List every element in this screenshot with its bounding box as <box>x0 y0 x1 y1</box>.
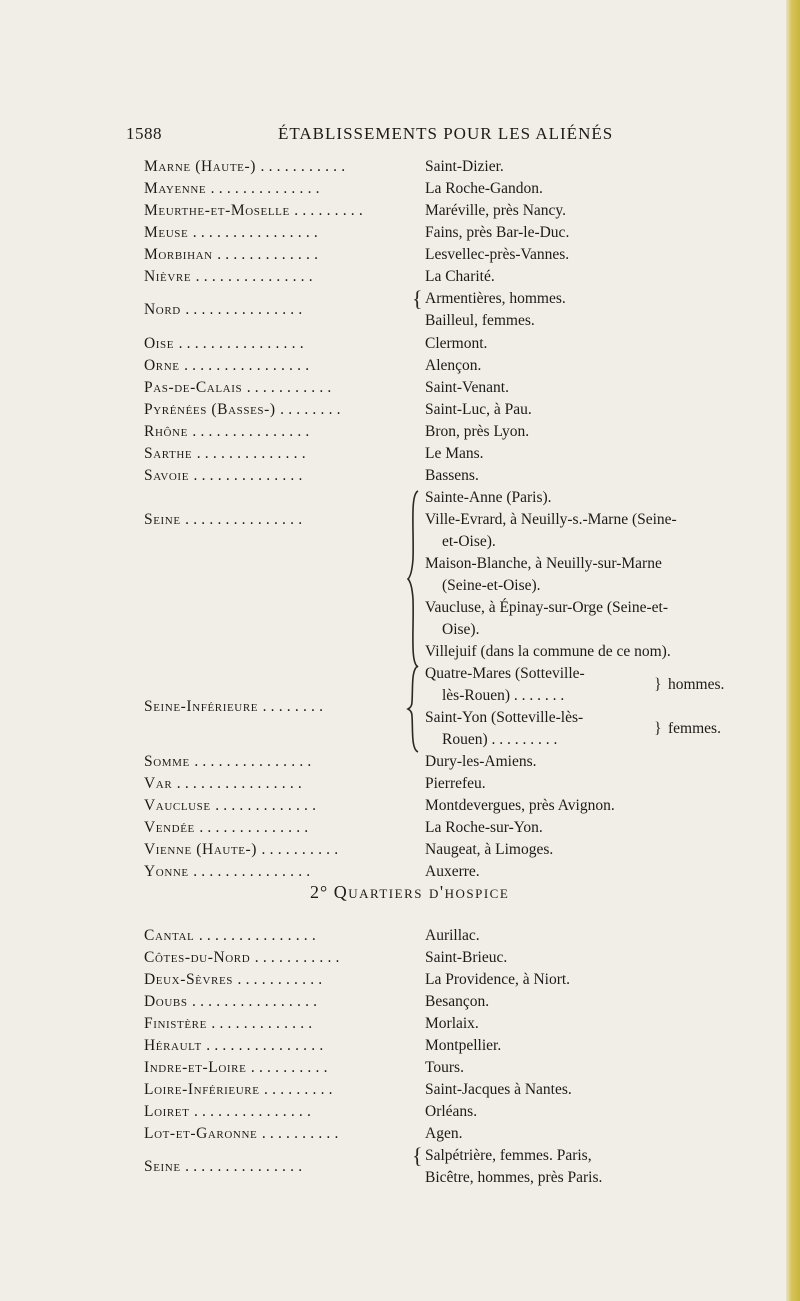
department-name: Finistère ............. <box>144 1015 317 1032</box>
department-name: Yonne ............... <box>144 863 315 880</box>
asylum-location: Aurillac. <box>425 927 480 944</box>
asylum-location: Saint-Dizier. <box>425 158 504 175</box>
asylum-location: Morlaix. <box>425 1015 479 1032</box>
list-item <box>0 399 786 421</box>
asylum-location: et-Oise). <box>442 533 496 550</box>
list-item <box>0 1145 786 1167</box>
department-name: Morbihan ............. <box>144 246 323 263</box>
department-name: Deux-Sèvres ........... <box>144 971 327 988</box>
list-item <box>0 839 786 861</box>
asylum-location: Armentières, hommes. <box>425 290 566 307</box>
list-item <box>0 377 786 399</box>
asylum-location: Vaucluse, à Épinay-sur-Orge (Seine-et- <box>425 599 669 616</box>
department-name: Indre-et-Loire .......... <box>144 1059 332 1076</box>
department-name: Vienne (Haute-) .......... <box>144 841 343 858</box>
list-item <box>0 421 786 443</box>
department-name: Rhône ............... <box>144 423 314 440</box>
asylum-location: Auxerre. <box>425 863 480 880</box>
list-item <box>0 817 786 839</box>
list-item <box>0 861 786 883</box>
list-item <box>0 1123 786 1145</box>
list-item <box>0 156 786 178</box>
asylum-location: Saint-Luc, à Pau. <box>425 401 532 418</box>
list-item <box>0 465 786 487</box>
list-item <box>0 597 786 619</box>
gender-label-femmes: femmes. <box>668 720 721 737</box>
page-title: ÉTABLISSEMENTS POUR LES ALIÉNÉS <box>278 124 614 143</box>
list-item <box>0 333 786 355</box>
list-item <box>0 487 786 509</box>
asylum-location: Le Mans. <box>425 445 484 462</box>
asylum-location: Saint-Jacques à Nantes. <box>425 1081 572 1098</box>
department-name: Meuse ................ <box>144 224 322 241</box>
list-item <box>0 178 786 200</box>
list-item <box>0 619 786 641</box>
page-edge <box>786 0 800 1301</box>
department-name: Mayenne .............. <box>144 180 324 197</box>
department-name: Oise ................ <box>144 335 308 352</box>
list-item <box>0 991 786 1013</box>
department-name: Marne (Haute-) ........... <box>144 158 350 175</box>
asylum-location: Fains, près Bar-le-Duc. <box>425 224 570 241</box>
list-item <box>0 200 786 222</box>
department-name: Meurthe-et-Moselle ......... <box>144 202 367 219</box>
brace-symbol: { <box>412 286 423 311</box>
asylum-location: Montdevergues, près Avignon. <box>425 797 615 814</box>
asylum-location: Rouen) . . . . . . . . . <box>442 731 558 748</box>
list-item <box>0 1057 786 1079</box>
department-name: Doubs ................ <box>144 993 322 1010</box>
department-name: Pyrénées (Basses-) ........ <box>144 401 345 418</box>
asylum-location: Bicêtre, hommes, près Paris. <box>425 1169 603 1186</box>
asylum-location: Quatre-Mares (Sotteville- <box>425 665 585 682</box>
list-item <box>0 1035 786 1057</box>
asylum-location: Villejuif (dans la commune de ce nom). <box>425 643 671 660</box>
asylum-location: Sainte-Anne (Paris). <box>425 489 552 506</box>
asylum-location: La Charité. <box>425 268 495 285</box>
list-item <box>0 795 786 817</box>
list-item <box>0 1079 786 1101</box>
asylum-location: La Providence, à Niort. <box>425 971 571 988</box>
asylum-location: Alençon. <box>425 357 482 374</box>
list-item <box>0 266 786 288</box>
asylum-location: Salpétrière, femmes. Paris, <box>425 1147 592 1164</box>
list-item <box>0 288 786 310</box>
gender-label-hommes: hommes. <box>668 676 725 693</box>
asylum-location: La Roche-Gandon. <box>425 180 543 197</box>
department-name: Somme ............... <box>144 753 316 770</box>
asylum-location: Dury-les-Amiens. <box>425 753 537 770</box>
asylum-location: Oise). <box>442 621 480 638</box>
department-name: Var ................ <box>144 775 306 792</box>
asylum-location: Bailleul, femmes. <box>425 312 535 329</box>
closing-brace-symbol: } <box>654 676 662 693</box>
department-name: Vendée .............. <box>144 819 313 836</box>
asylum-location: Naugeat, à Limoges. <box>425 841 554 858</box>
department-name: Lot-et-Garonne .......... <box>144 1125 343 1142</box>
closing-brace-symbol: } <box>654 720 662 737</box>
list-item <box>0 1167 786 1189</box>
department-name: Cantal ............... <box>144 927 320 944</box>
asylum-location: Agen. <box>425 1125 463 1142</box>
department-name: Vaucluse ............. <box>144 797 321 814</box>
asylum-location: Tours. <box>425 1059 464 1076</box>
asylum-location: Bron, près Lyon. <box>425 423 530 440</box>
department-name: Seine ............... <box>144 1158 307 1175</box>
list-item <box>0 509 786 531</box>
list-item <box>0 443 786 465</box>
section-title: Quartiers d'hospice <box>333 882 510 902</box>
asylum-location: Ville-Evrard, à Neuilly-s.-Marne (Seine- <box>425 511 677 528</box>
asylum-location: Saint-Yon (Sotteville-lès- <box>425 709 584 726</box>
asylum-location: Maison-Blanche, à Neuilly-sur-Marne <box>425 555 662 572</box>
brace-symbol: { <box>412 1143 423 1168</box>
asylum-location: Montpellier. <box>425 1037 502 1054</box>
department-name: Loiret ............... <box>144 1103 316 1120</box>
department-name: Nord ............... <box>144 301 307 318</box>
section-number: 2° <box>310 882 329 902</box>
section-heading <box>310 882 509 903</box>
asylum-location: Lesvellec-près-Vannes. <box>425 246 570 263</box>
asylum-location: Orléans. <box>425 1103 478 1120</box>
asylum-location: La Roche-sur-Yon. <box>425 819 543 836</box>
department-name: Nièvre ............... <box>144 268 317 285</box>
asylum-location: Clermont. <box>425 335 488 352</box>
list-item <box>0 969 786 991</box>
asylum-location: Bassens. <box>425 467 479 484</box>
department-name: Savoie .............. <box>144 467 307 484</box>
department-name: Loire-Inférieure ......... <box>144 1081 337 1098</box>
list-item <box>0 641 786 663</box>
list-item <box>0 244 786 266</box>
department-name: Orne ................ <box>144 357 314 374</box>
asylum-location: lès-Rouen) . . . . . . . <box>442 687 565 704</box>
list-item <box>0 1013 786 1035</box>
list-item <box>0 751 786 773</box>
list-item <box>0 925 786 947</box>
asylum-location: (Seine-et-Oise). <box>442 577 541 594</box>
list-item <box>0 947 786 969</box>
list-item <box>0 310 786 332</box>
page-number: 1588 <box>126 124 162 143</box>
list-item <box>0 222 786 244</box>
department-name: Seine-Inférieure ........ <box>144 698 328 715</box>
asylum-location: Besançon. <box>425 993 490 1010</box>
list-item <box>0 773 786 795</box>
list-item <box>0 553 786 575</box>
asylum-location: Pierrefeu. <box>425 775 486 792</box>
department-name: Sarthe .............. <box>144 445 310 462</box>
asylum-location: Saint-Brieuc. <box>425 949 508 966</box>
department-name: Hérault ............... <box>144 1037 328 1054</box>
page-header <box>0 124 786 146</box>
list-item <box>0 1101 786 1123</box>
department-name: Côtes-du-Nord ........... <box>144 949 344 966</box>
asylum-location: Saint-Venant. <box>425 379 509 396</box>
list-item <box>0 531 786 553</box>
list-item <box>0 575 786 597</box>
department-name: Pas-de-Calais ........... <box>144 379 336 396</box>
asylum-location: Maréville, près Nancy. <box>425 202 567 219</box>
department-name: Seine ............... <box>144 511 307 528</box>
list-item <box>0 355 786 377</box>
